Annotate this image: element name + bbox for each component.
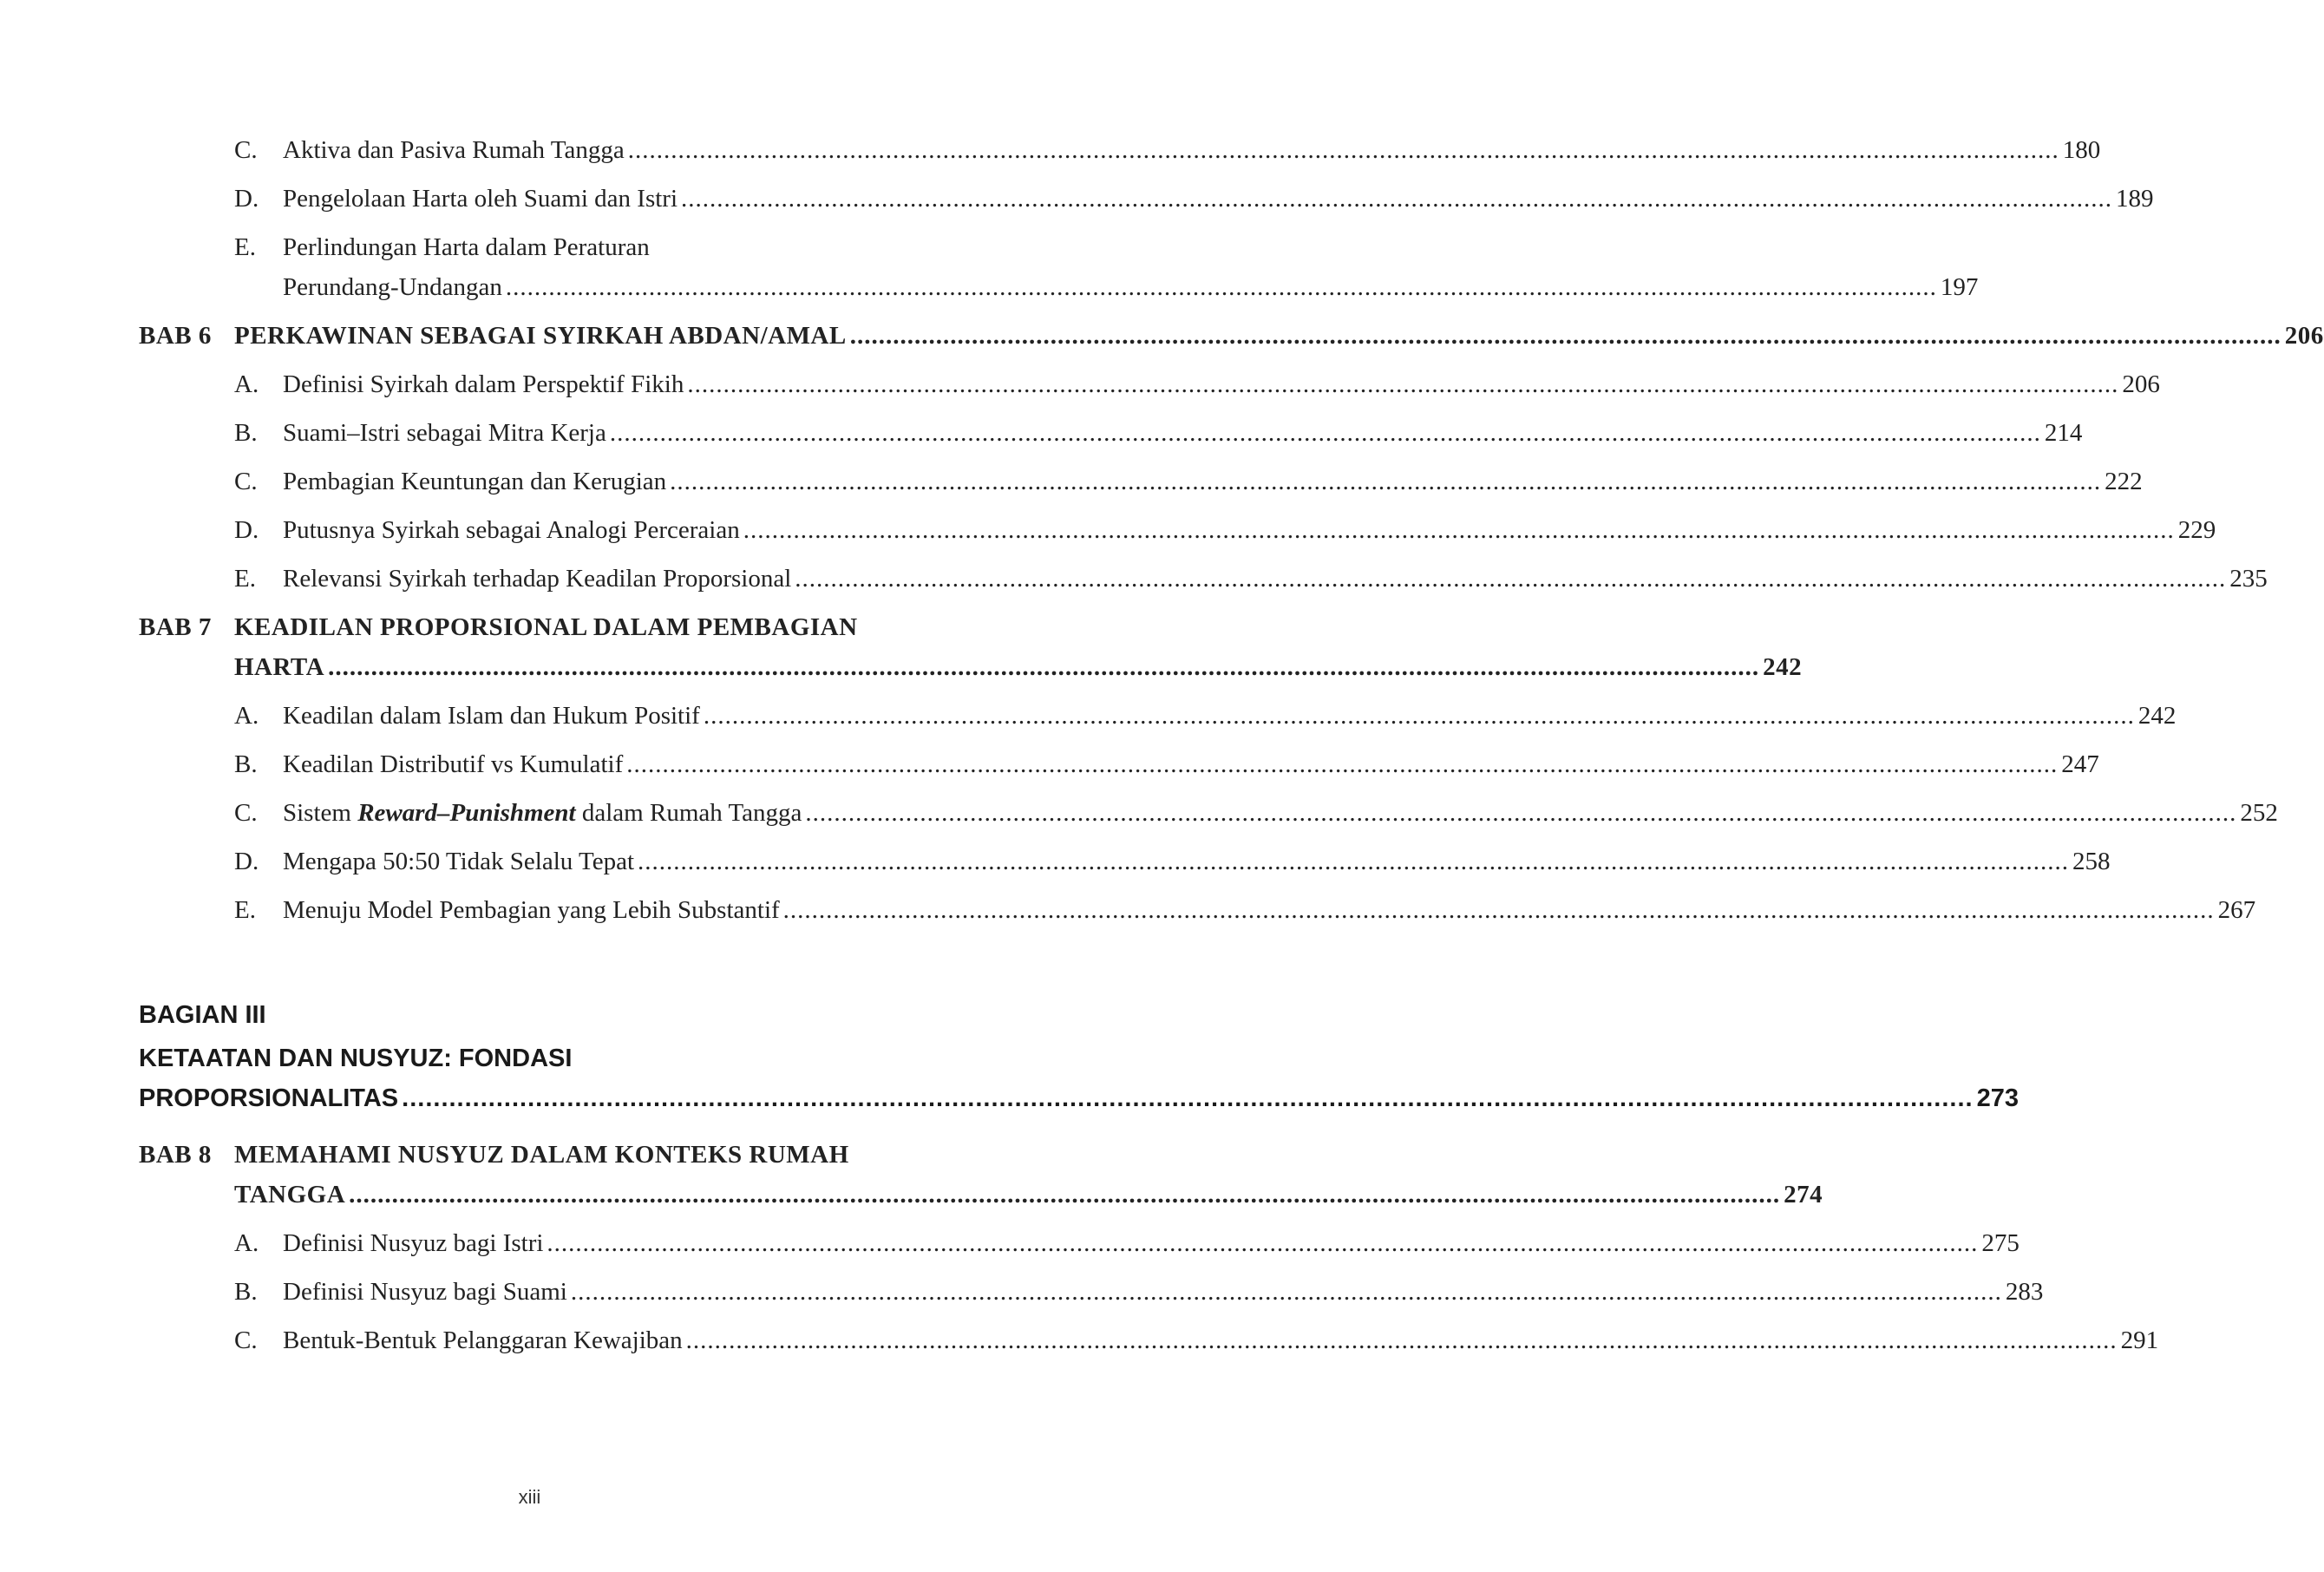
dot-leader <box>795 559 2226 599</box>
chapter-page: 274 <box>1784 1181 1823 1208</box>
chapter-title-line2: TANGGA <box>234 1181 346 1208</box>
chapter-label: BAB 6 <box>139 322 212 350</box>
chapter-title-line1: MEMAHAMI NUSYUZ DALAM KONTEKS RUMAH <box>234 1141 849 1169</box>
toc-entry <box>139 696 2177 744</box>
entry-title: Mengapa 50:50 Tidak Selalu Tepat <box>283 848 635 875</box>
entry-page: 247 <box>2061 750 2099 778</box>
dot-leader <box>670 462 2101 501</box>
entry-page: 252 <box>2240 799 2278 827</box>
entry-page: 214 <box>2044 419 2083 447</box>
entry-letter: A. <box>234 370 259 398</box>
entry-title: Pengelolaan Harta oleh Suami dan Istri <box>283 185 678 213</box>
entry-title: Aktiva dan Pasiva Rumah Tangga <box>283 136 625 164</box>
chapter-label: BAB 8 <box>139 1141 212 1169</box>
toc-entry-continued <box>139 267 1979 316</box>
part-page: 273 <box>1976 1084 2019 1112</box>
entry-title: Relevansi Syirkah terhadap Keadilan Proporsional <box>283 565 792 593</box>
entry-page: 235 <box>2229 565 2268 593</box>
part-label: BAGIAN III <box>139 1001 266 1029</box>
entry-letter: D. <box>234 185 259 213</box>
toc-entry <box>139 890 2256 939</box>
dot-leader <box>783 890 2215 930</box>
entry-page: 206 <box>2122 370 2160 398</box>
toc-entry <box>139 1320 2159 1369</box>
part-heading-block <box>139 991 2019 1119</box>
dot-leader <box>626 744 2058 784</box>
chapter-heading-continued <box>139 647 1803 696</box>
toc-entry <box>139 413 2083 462</box>
part-title-line2: PROPORSIONALITAS <box>139 1084 399 1112</box>
dot-leader <box>743 510 2175 550</box>
entry-page: 189 <box>2116 185 2154 213</box>
entry-letter: D. <box>234 848 259 875</box>
dot-leader <box>850 316 2281 356</box>
toc-section-bottom <box>139 1135 2159 1369</box>
dot-leader <box>571 1272 2002 1312</box>
entry-letter: D. <box>234 516 259 544</box>
chapter-title-line2: HARTA <box>234 653 325 681</box>
entry-title: Suami–Istri sebagai Mitra Kerja <box>283 419 606 447</box>
toc-entry <box>139 364 2160 413</box>
toc-entry <box>139 179 2154 227</box>
entry-page: 275 <box>1981 1229 2020 1257</box>
dot-leader <box>610 413 2041 453</box>
toc-entry <box>139 1223 2020 1272</box>
chapter-page: 242 <box>1763 653 1803 681</box>
page-number-footer: xiii <box>518 1486 541 1508</box>
entry-letter: E. <box>234 233 256 261</box>
entry-letter: B. <box>234 1278 258 1306</box>
entry-title <box>283 793 802 833</box>
entry-title-suffix: dalam Rumah Tangga <box>575 799 802 827</box>
dot-leader <box>681 179 2112 219</box>
entry-letter: A. <box>234 702 259 730</box>
entry-title-emphasis: Reward–Punishment <box>357 799 576 827</box>
chapter-heading <box>139 607 928 647</box>
entry-letter: C. <box>234 1326 258 1354</box>
entry-title: Definisi Nusyuz bagi Suami <box>283 1278 567 1306</box>
entry-title: Pembagian Keuntungan dan Kerugian <box>283 468 667 495</box>
entry-title: Keadilan Distributif vs Kumulatif <box>283 750 624 778</box>
part-title-row <box>139 1077 2019 1119</box>
toc-section-top <box>139 130 2324 939</box>
entry-letter: C. <box>234 799 258 827</box>
dot-leader <box>805 793 2236 833</box>
toc-entry <box>139 130 2101 179</box>
toc-entry <box>139 842 2111 890</box>
dot-leader <box>638 842 2069 881</box>
part-title-line1: KETAATAN DAN NUSYUZ: FONDASI <box>139 1045 573 1072</box>
chapter-label: BAB 7 <box>139 613 212 641</box>
entry-page: 267 <box>2217 896 2256 924</box>
entry-letter: E. <box>234 896 256 924</box>
dot-leader <box>328 647 1759 687</box>
chapter-page: 206 <box>2284 322 2324 350</box>
toc-entry <box>139 462 2143 510</box>
dot-leader <box>349 1175 1780 1215</box>
dot-leader <box>687 364 2118 404</box>
entry-title: Definisi Syirkah dalam Perspektif Fikih <box>283 370 684 398</box>
entry-letter: C. <box>234 136 258 164</box>
entry-page: 291 <box>2120 1326 2159 1354</box>
entry-title-line2: Perundang-Undangan <box>283 273 502 301</box>
chapter-title-line1: KEADILAN PROPORSIONAL DALAM PEMBAGIAN <box>234 613 858 641</box>
entry-page: 180 <box>2062 136 2101 164</box>
dot-leader <box>704 696 2135 736</box>
chapter-heading-continued <box>139 1175 1823 1223</box>
dot-leader <box>402 1077 1973 1119</box>
entry-title: Bentuk-Bentuk Pelanggaran Kewajiban <box>283 1326 683 1354</box>
entry-letter: E. <box>234 565 256 593</box>
entry-letter: B. <box>234 419 258 447</box>
toc-entry <box>139 510 2216 559</box>
toc-entry <box>139 793 2278 842</box>
entry-title: Definisi Nusyuz bagi Istri <box>283 1229 544 1257</box>
entry-title: Menuju Model Pembagian yang Lebih Substantif <box>283 896 780 924</box>
entry-letter: C. <box>234 468 258 495</box>
entry-title: Keadilan dalam Islam dan Hukum Positif <box>283 702 700 730</box>
chapter-title: PERKAWINAN SEBAGAI SYIRKAH ABDAN/AMAL <box>234 322 847 350</box>
entry-title-line1: Perlindungan Harta dalam Peraturan <box>283 233 650 261</box>
dot-leader <box>686 1320 2118 1360</box>
entry-letter: A. <box>234 1229 259 1257</box>
entry-page: 197 <box>1940 273 1979 301</box>
entry-page: 258 <box>2072 848 2111 875</box>
entry-page: 229 <box>2177 516 2216 544</box>
entry-page: 283 <box>2005 1278 2044 1306</box>
entry-page: 242 <box>2137 702 2177 730</box>
chapter-heading <box>139 316 2324 364</box>
entry-page: 222 <box>2105 468 2143 495</box>
entry-letter: B. <box>234 750 258 778</box>
chapter-heading <box>139 1135 928 1175</box>
toc-entry <box>139 744 2099 793</box>
entry-title-prefix: Sistem <box>283 799 358 827</box>
dot-leader <box>628 130 2059 170</box>
dot-leader <box>547 1223 1978 1263</box>
toc-entry <box>139 227 928 267</box>
toc-entry <box>139 1272 2044 1320</box>
dot-leader <box>506 267 1937 307</box>
entry-title: Putusnya Syirkah sebagai Analogi Perceraian <box>283 516 740 544</box>
toc-entry <box>139 559 2268 607</box>
